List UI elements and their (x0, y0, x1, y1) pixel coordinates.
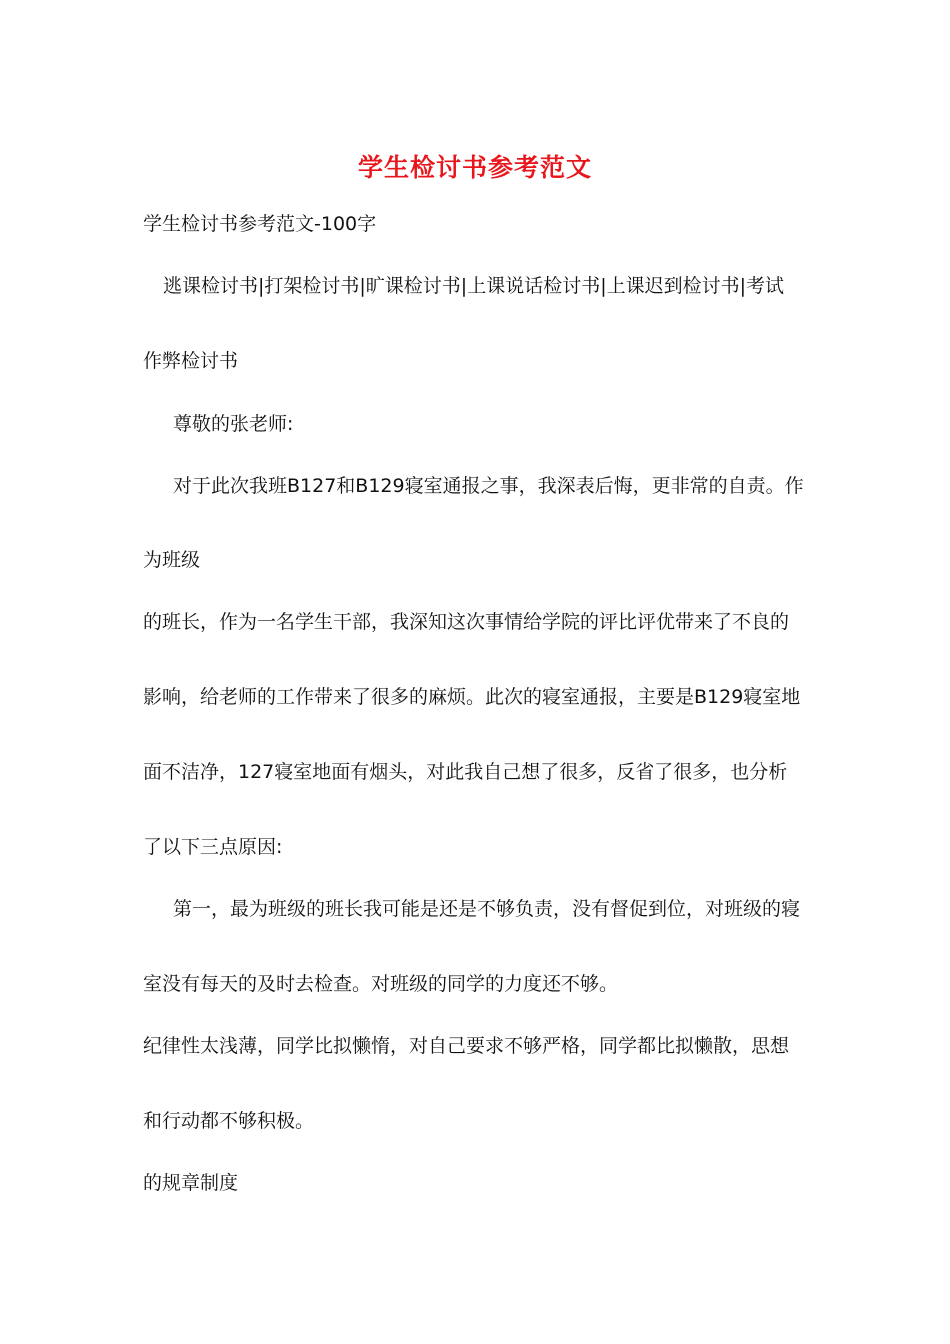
body-line: 影响，给老师的工作带来了很多的麻烦。此次的寝室通报，主要是B129寝室地 (143, 686, 801, 708)
body-line: 和行动都不够积极。 (143, 1110, 315, 1132)
document-title: 学生检讨书参考范文 (357, 153, 592, 182)
salutation: 尊敬的张老师: (173, 413, 294, 435)
body-line: 的班长，作为一名学生干部，我深知这次事情给学院的评比评优带来了不良的 (143, 611, 790, 633)
body-line: 纪律性太浅薄，同学比拟懒惰，对自己要求不够严格，同学都比拟懒散，思想 (143, 1035, 790, 1057)
body-line: 面不洁净，127寝室地面有烟头，对此我自己想了很多，反省了很多，也分析 (143, 761, 788, 783)
nav-links-line-1: 逃课检讨书|打架检讨书|旷课检讨书|上课说话检讨书|上课迟到检讨书|考试 (163, 275, 785, 297)
nav-links-line-2: 作弊检讨书 (143, 350, 239, 372)
body-line: 第一，最为班级的班长我可能是还是不够负责，没有督促到位，对班级的寝 (173, 898, 801, 920)
document-subtitle: 学生检讨书参考范文-100字 (143, 213, 377, 235)
body-line: 为班级 (143, 549, 201, 571)
body-line: 对于此次我班B127和B129寝室通报之事，我深表后悔，更非常的自责。作 (173, 475, 804, 497)
body-line: 了以下三点原因: (143, 836, 283, 858)
body-line: 室没有每天的及时去检查。对班级的同学的力度还不够。 (143, 973, 619, 995)
body-line: 的规章制度 (143, 1172, 239, 1194)
